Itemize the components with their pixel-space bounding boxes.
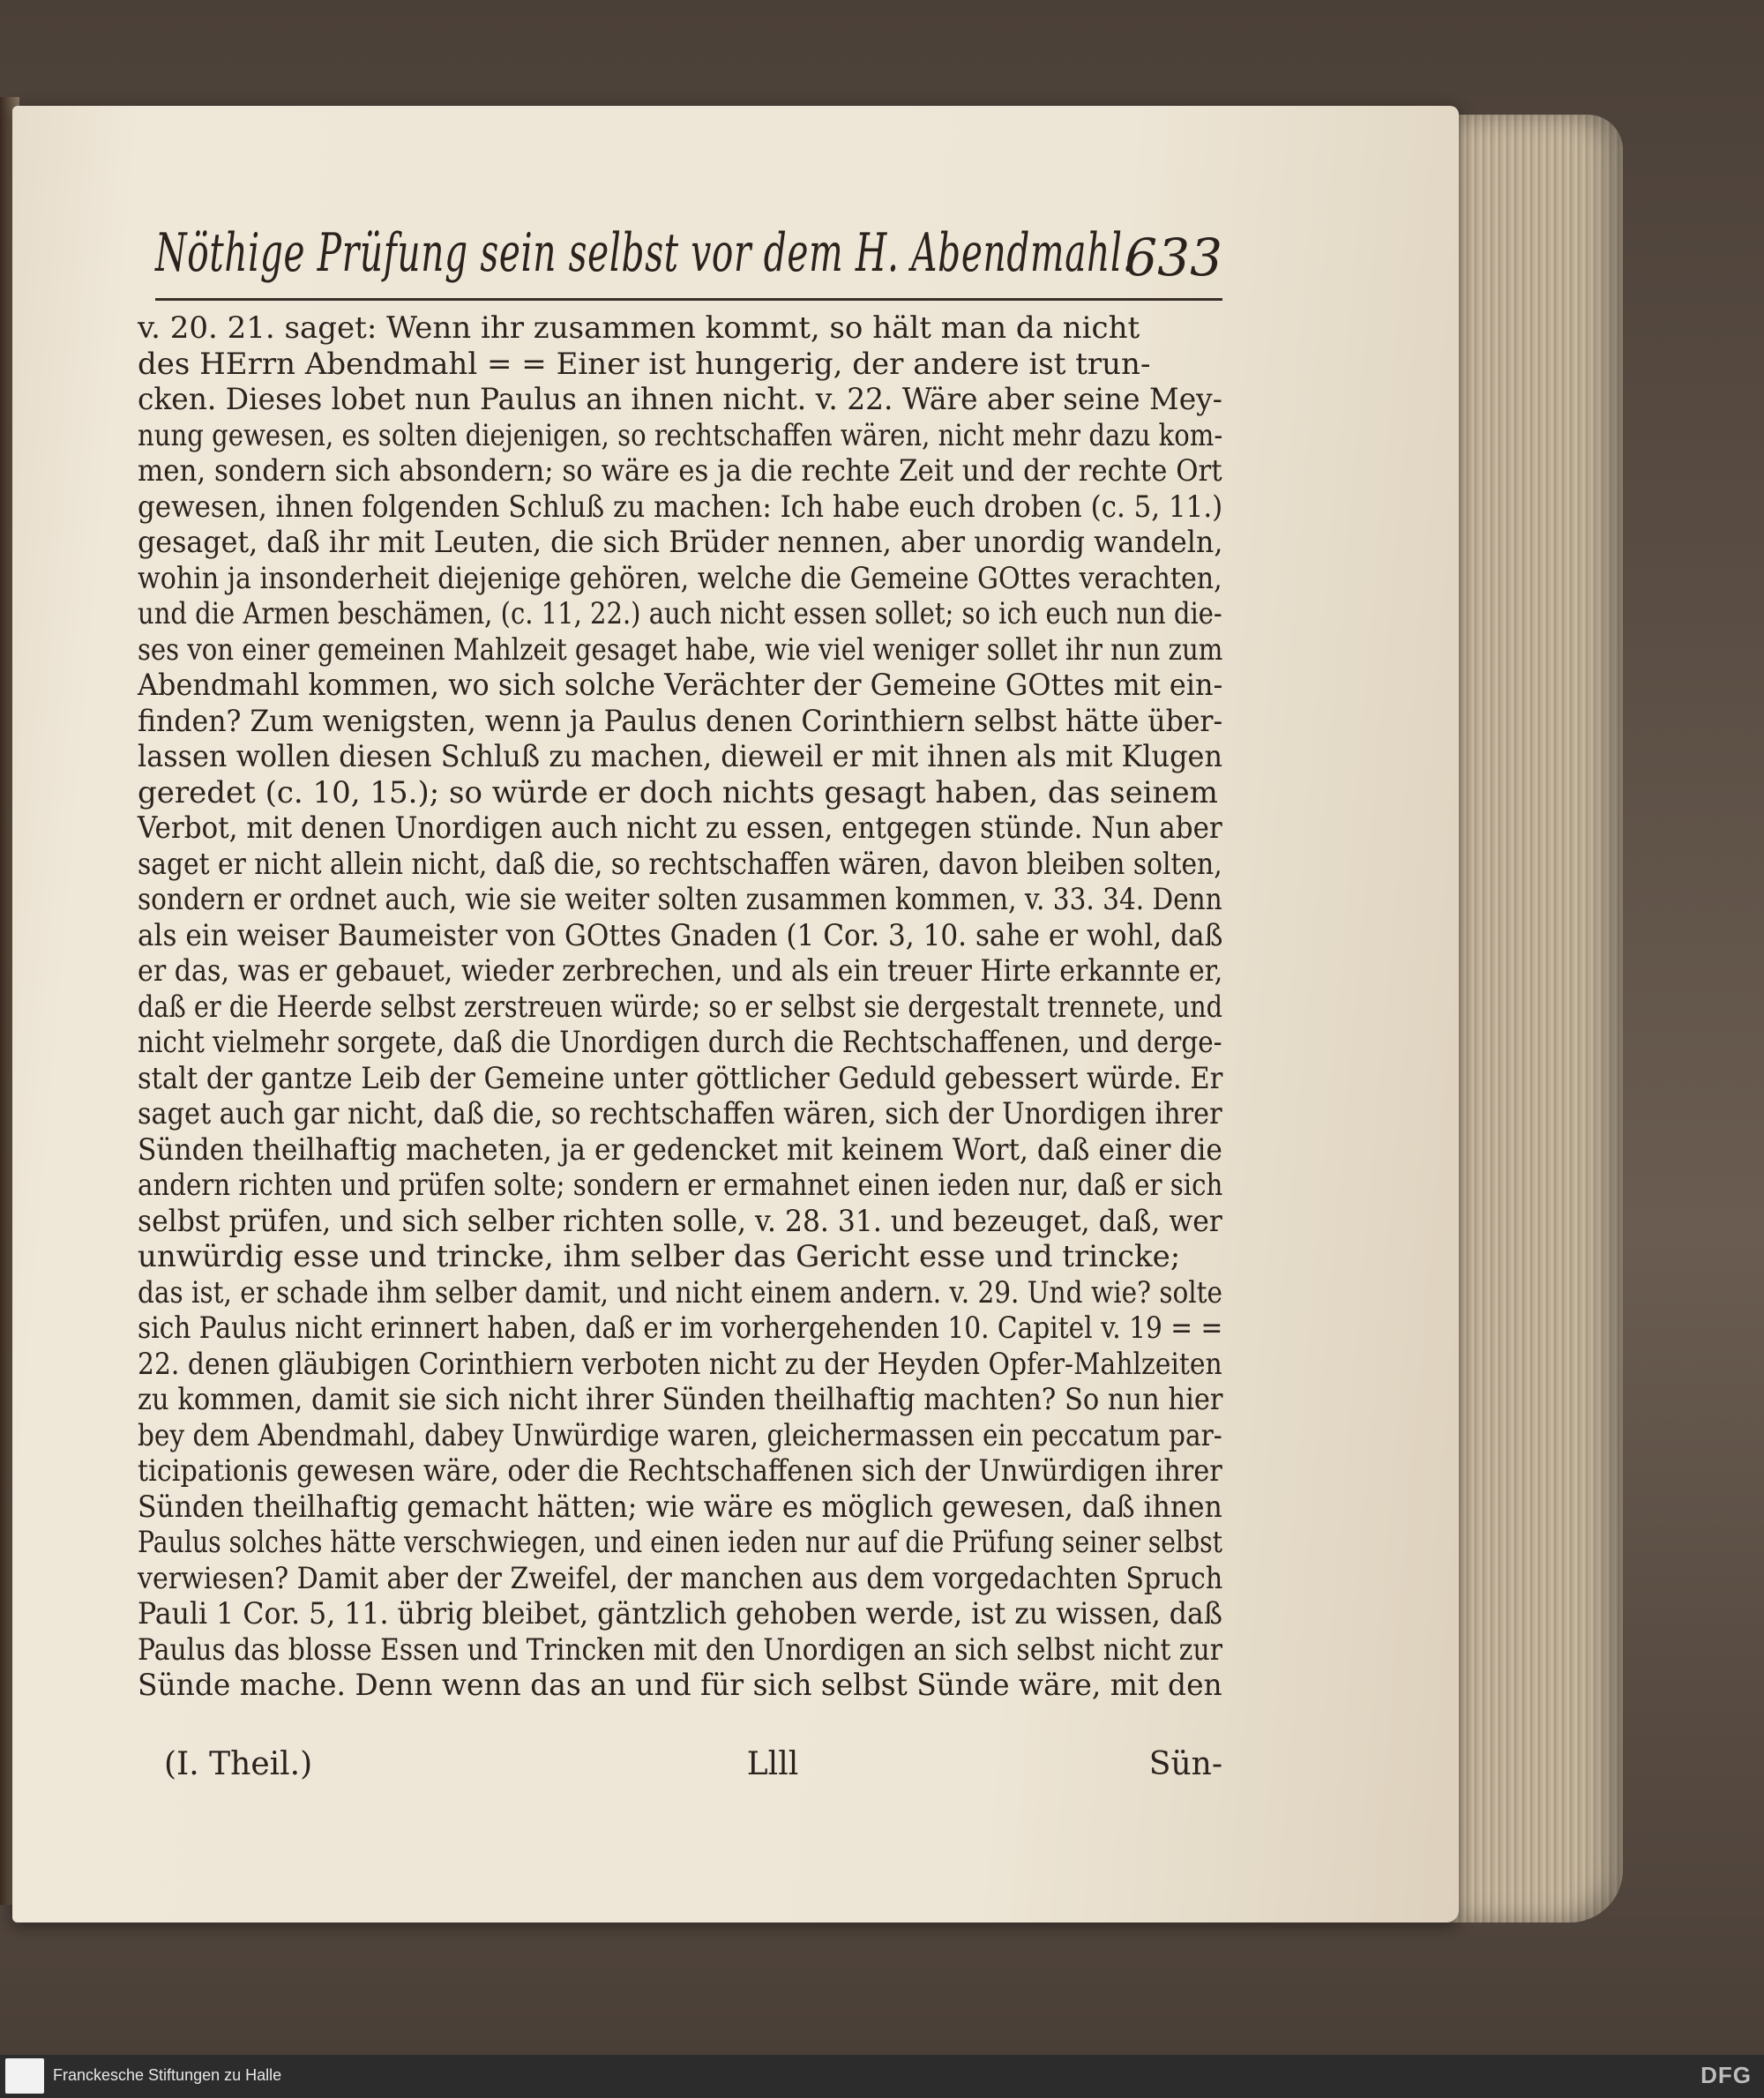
page-block-edge [1446,115,1623,1923]
text-line: Sünden theilhaftig macheten, ja er gedencket mit keinem Wort, daß einer die [138,1131,1222,1168]
institution-label[interactable]: Franckesche Stiftungen zu Halle [53,2066,282,2084]
text-line: geredet (c. 10, 15.); so würde er doch nichts gesagt haben, das seinem [138,774,1218,810]
text-line: als ein weiser Baumeister von GOttes Gnaden (1 Cor. 3, 10. sahe er wohl, daß [138,917,1223,953]
text-line: nung gewesen, es solten diejenigen, so rechtschaffen wären, nicht mehr dazu kom- [138,417,1223,453]
text-line: Pauli 1 Cor. 5, 11. übrig bleibet, gäntzlich gehoben werde, ist zu wissen, daß [138,1596,1222,1631]
text-line: Paulus solches hätte verschwiegen, und einen ieden nur auf die Prüfung seiner selbst [138,1525,1223,1560]
text-line: andern richten und prüfen solte; sondern er ermahnet einen ieden nur, daß er sich [138,1168,1223,1203]
text-line: gewesen, ihnen folgenden Schluß zu machen: Ich habe euch droben (c. 5, 11.) [138,489,1223,525]
text-line: Abendmahl kommen, wo sich solche Verächter der Gemeine GOttes mit ein- [138,668,1223,703]
text-line: das ist, er schade ihm selber damit, und nicht einem andern. v. 29. Und wie? solte [138,1274,1222,1310]
text-line: v. 20. 21. saget: Wenn ihr zusammen kommt, so hält man da nicht [138,310,1140,346]
text-line: Verbot, mit denen Unordigen auch nicht zu essen, entgegen stünde. Nun aber [138,810,1222,846]
page-header [155,222,1222,310]
text-line: Paulus das blosse Essen und Trincken mit den Unordigen an sich selbst nicht zur [138,1631,1222,1668]
running-title: Nöthige Prüfung sein selbst vor dem H. Abendmahl. [155,222,1135,284]
dfg-logo[interactable]: DFG [1700,2062,1752,2088]
text-line: finden? Zum wenigsten, wenn ja Paulus denen Corinthiern selbst hätte über- [138,703,1223,739]
page-footer [164,1746,1222,1790]
text-line: wohin ja insonderheit diejenige gehören, welche die Gemeine GOttes verachten, [138,560,1222,596]
signature-mark: Llll [746,1746,799,1782]
text-line: lassen wollen diesen Schluß zu machen, dieweil er mit ihnen als mit Klugen [138,739,1223,774]
body-text [138,310,1222,1704]
text-line: und die Armen beschämen, (c. 11, 22.) auch nicht essen sollet; so ich euch nun die- [138,596,1222,631]
text-line: daß er die Heerde selbst zerstreuen würde; so er selbst sie dergestalt trennete, und [138,989,1223,1025]
text-line: cken. Dieses lobet nun Paulus an ihnen nicht. v. 22. Wäre aber seine Mey- [138,382,1222,417]
text-line: bey dem Abendmahl, dabey Unwürdige waren, gleichermassen ein peccatum par- [138,1417,1222,1453]
text-line: selbst prüfen, und sich selber richten solle, v. 28. 31. und bezeuget, daß, wer [138,1203,1222,1239]
text-line: 22. denen gläubigen Corinthiern verboten nicht zu der Heyden Opfer-Mahlzeiten [138,1346,1222,1382]
text-line: gesaget, daß ihr mit Leuten, die sich Brüder nennen, aber unordig wandeln, [138,525,1223,560]
text-line: stalt der gantze Leib der Gemeine unter göttlicher Geduld gebessert würde. Er [138,1060,1223,1096]
text-line: men, sondern sich absondern; so wäre es ja die rechte Zeit und der rechte Ort [138,453,1222,489]
page-number: 633 [1125,228,1222,287]
text-line: er das, was er gebauet, wieder zerbrechen, und als ein treuer Hirte erkannte er, [138,953,1223,989]
text-line: saget auch gar nicht, daß die, so rechtschaffen wären, sich der Unordigen ihrer [138,1096,1222,1131]
text-line: zu kommen, damit sie sich nicht ihrer Sünden theilhaftig machten? So nun hier [138,1382,1223,1417]
text-line: Sünde mache. Denn wenn das an und für sich selbst Sünde wäre, mit den [138,1668,1222,1703]
signature-note: (I. Theil.) [164,1746,313,1782]
text-line: sich Paulus nicht erinnert haben, daß er im vorhergehenden 10. Capitel v. 19 = = [138,1310,1223,1346]
text-line: ses von einer gemeinen Mahlzeit gesaget habe, wie viel weniger sollet ihr nun zum [138,631,1223,668]
text-line: ticipationis gewesen wäre, oder die Rechtschaffenen sich der Unwürdigen ihrer [138,1453,1222,1489]
catchword: Sün- [1148,1746,1222,1782]
text-line: saget er nicht allein nicht, daß die, so rechtschaffen wären, davon bleiben solten, [138,846,1222,882]
text-line: sondern er ordnet auch, wie sie weiter solten zusammen kommen, v. 33. 34. Denn [138,882,1222,917]
header-rule [155,298,1222,301]
text-line: nicht vielmehr sorgete, daß die Unordigen durch die Rechtschaffenen, und derge- [138,1025,1222,1060]
text-line: Sünden theilhaftig gemacht hätten; wie wäre es möglich gewesen, daß ihnen [138,1489,1222,1525]
text-line: unwürdig esse und trincke, ihm selber das Gericht esse und trincke; [138,1239,1181,1274]
text-line: verwiesen? Damit aber der Zweifel, der manchen aus dem vorgedachten Spruch [138,1560,1223,1596]
text-line: des HErrn Abendmahl = = Einer ist hungerig, der andere ist trun- [138,346,1151,382]
institution-logo[interactable] [5,2058,44,2094]
